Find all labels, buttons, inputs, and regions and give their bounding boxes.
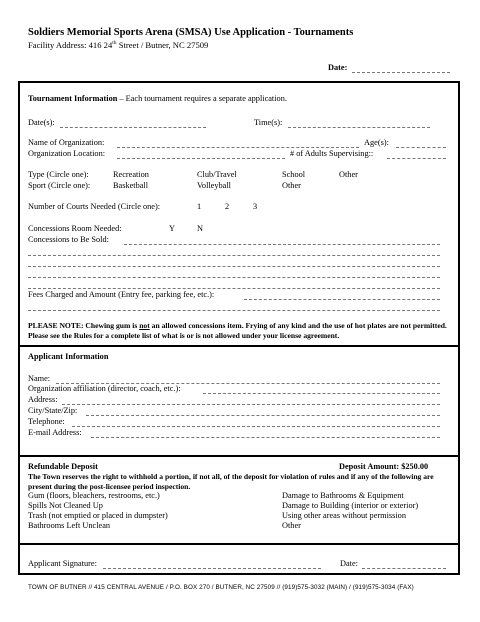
address-text: Facility Address: 416 24 — [28, 40, 113, 50]
concessions-option-no[interactable]: N — [197, 224, 203, 233]
concessions-sold-line[interactable] — [28, 288, 440, 289]
deposit-amount: Deposit Amount: $250.00 — [339, 462, 429, 471]
ages-label: Age(s): — [364, 138, 389, 147]
applicant-email-label: E-mail Address: — [28, 428, 82, 437]
applicant-telephone-label: Telephone: — [28, 417, 65, 426]
courts-option-2[interactable]: 2 — [225, 202, 230, 211]
note-text-end: an allowed concessions item. Frying of any kind and the use of hot plates are not permitted. Please see the Rules for a complete list of what is or is not allowed under your license agreement. — [28, 321, 447, 340]
signature-date-field[interactable] — [362, 568, 446, 569]
concessions-sold-line[interactable] — [28, 277, 440, 278]
concessions-label: Concessions Room Needed: — [28, 224, 122, 233]
dates-label: Date(s): — [28, 118, 55, 127]
type-option-recreation[interactable]: Recreation — [113, 170, 149, 179]
deposit-item-left: Bathrooms Left Unclean — [28, 521, 111, 530]
concessions-sold-label: Concessions to Be Sold: — [28, 235, 109, 244]
concessions-option-yes[interactable]: Y — [169, 224, 175, 233]
concessions-sold-line[interactable] — [28, 255, 440, 256]
signature-field[interactable] — [103, 568, 321, 569]
applicant-telephone-field[interactable] — [72, 426, 440, 427]
org-name-field[interactable] — [117, 147, 359, 148]
applicant-email-field[interactable] — [91, 437, 440, 438]
applicant-city-field[interactable] — [86, 415, 440, 416]
courts-option-3[interactable]: 3 — [253, 202, 258, 211]
deposit-item-right: Using other areas without permission — [282, 511, 406, 520]
section-divider — [18, 455, 460, 457]
type-option-school[interactable]: School — [282, 170, 306, 179]
org-location-label: Organization Location: — [28, 149, 106, 158]
org-name-label: Name of Organization: — [28, 138, 105, 147]
address-text-end: Street / Butner, NC 27509 — [116, 40, 209, 50]
ages-field[interactable] — [396, 147, 446, 148]
section-divider — [18, 543, 460, 545]
document-title: Soldiers Memorial Sports Arena (SMSA) Use Application - Tournaments — [28, 27, 354, 38]
dates-field[interactable] — [60, 127, 206, 128]
deposit-item-right: Damage to Building (interior or exterior) — [282, 501, 419, 510]
courts-label: Number of Courts Needed (Circle one): — [28, 202, 161, 211]
note-not-emphasis: not — [139, 321, 150, 330]
concessions-sold-field[interactable] — [124, 244, 440, 245]
fees-label: Fees Charged and Amount (Entry fee, parking fee, etc.): — [28, 290, 215, 299]
deposit-heading: Refundable Deposit — [28, 462, 98, 471]
address-superscript: th — [112, 40, 117, 47]
applicant-affiliation-field[interactable] — [203, 393, 440, 394]
times-field[interactable] — [288, 127, 430, 128]
sport-label: Sport (Circle one): — [28, 181, 91, 190]
sport-option-other[interactable]: Other — [282, 181, 301, 190]
deposit-item-right: Other — [282, 521, 301, 530]
applicant-address-label: Address: — [28, 395, 58, 404]
deposit-item-left: Gum (floors, bleachers, restrooms, etc.) — [28, 491, 160, 500]
facility-address — [28, 40, 208, 50]
tournament-heading-note: – Each tournament requires a separate application. — [117, 94, 287, 103]
deposit-warning: The Town reserves the right to withhold a portion, if not all, of the deposit for violation of rules and if any of the following are present during the post-licensee period inspection. — [28, 472, 434, 491]
fees-line[interactable] — [28, 310, 440, 311]
times-label: Time(s): — [254, 118, 283, 127]
applicant-affiliation-label: Organization affiliation (director, coach, etc.): — [28, 384, 181, 393]
date-field[interactable] — [352, 72, 450, 73]
sport-option-volleyball[interactable]: Volleyball — [197, 181, 231, 190]
tournament-heading — [28, 94, 287, 104]
type-option-other[interactable]: Other — [339, 170, 358, 179]
concessions-sold-line[interactable] — [28, 266, 440, 267]
sport-option-basketball[interactable]: Basketball — [113, 181, 149, 190]
applicant-name-label: Name: — [28, 374, 51, 383]
section-divider — [18, 345, 460, 347]
type-option-club-travel[interactable]: Club/Travel — [197, 170, 237, 179]
note-text: PLEASE NOTE: Chewing gum is — [28, 321, 140, 330]
applicant-address-field[interactable] — [62, 404, 440, 405]
tournament-heading-text: Tournament Information — [28, 94, 118, 103]
org-location-field[interactable] — [117, 158, 285, 159]
adults-label: # of Adults Supervising:: — [290, 149, 374, 158]
deposit-item-right: Damage to Bathrooms & Equipment — [282, 491, 404, 500]
concessions-note — [28, 321, 456, 341]
signature-label: Applicant Signature: — [28, 559, 97, 568]
footer-contact: TOWN OF BUTNER // 415 CENTRAL AVENUE / P.O. BOX 270 / BUTNER, NC 27509 // (919)575-3032 (MAIN) / (919)575-3034 (FAX) — [28, 584, 414, 591]
type-label: Type (Circle one): — [28, 170, 89, 179]
deposit-item-left: Spills Not Cleaned Up — [28, 501, 103, 510]
adults-field[interactable] — [387, 158, 446, 159]
date-label: Date: — [328, 63, 348, 72]
courts-option-1[interactable]: 1 — [197, 202, 202, 211]
signature-date-label: Date: — [340, 559, 358, 568]
deposit-item-left: Trash (not emptied or placed in dumpster) — [28, 511, 168, 520]
fees-field[interactable] — [244, 299, 440, 300]
applicant-city-label: City/State/Zip: — [28, 406, 78, 415]
applicant-heading: Applicant Information — [28, 352, 109, 361]
